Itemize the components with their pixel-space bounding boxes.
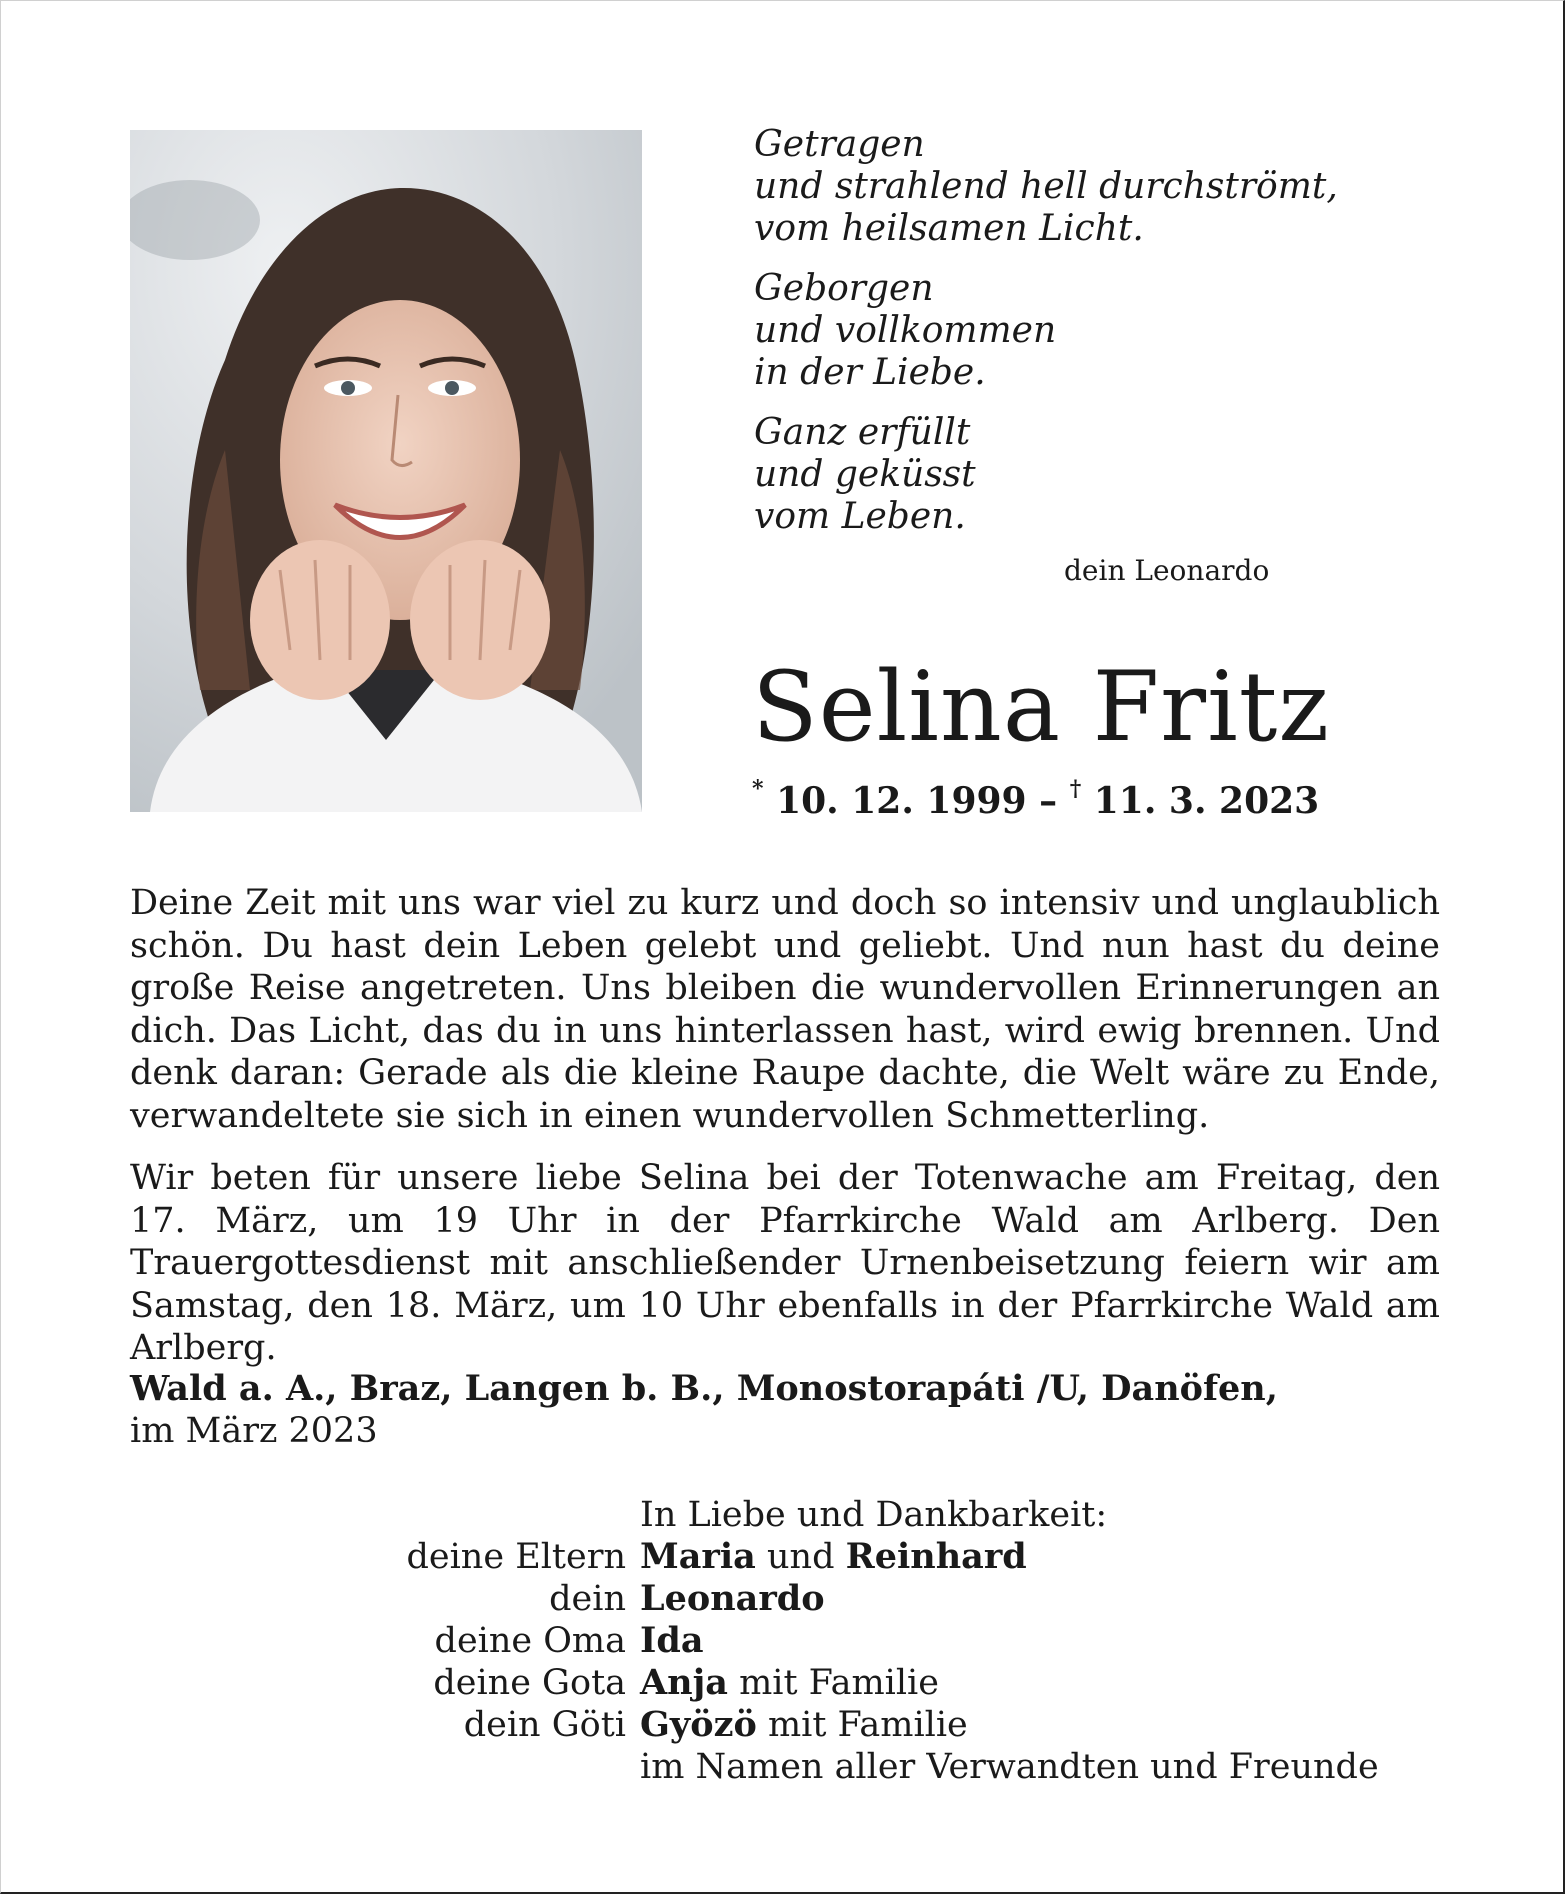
- birth-symbol: *: [752, 776, 764, 802]
- poem-stanza-1: [754, 124, 1474, 250]
- death-symbol: †: [1069, 776, 1082, 802]
- poem-line: vom Leben.: [754, 496, 966, 537]
- mourners-closing: im Namen aller Verwandten und Freunde: [640, 1747, 1379, 1787]
- mourner-row: [300, 1620, 1440, 1662]
- date-dash: –: [1039, 780, 1058, 822]
- poem-line: Ganz erfüllt: [754, 412, 971, 453]
- portrait-illustration: [130, 130, 642, 812]
- mourners-intro-row: [300, 1494, 1440, 1536]
- mourners-intro: In Liebe und Dankbarkeit:: [640, 1495, 1108, 1535]
- mourner-name: Reinhard: [845, 1536, 1027, 1577]
- paragraph-services: Wir beten für unsere liebe Selina bei der Totenwache am Freitag, den 17. März, um 19 Uhr in der Pfarrkirche Wald am Arlberg. Den Trauergottesdienst mit anschließender Urnenbeisetzung feiern wir am Samstag, den 18. März, um 10 Uhr ebenfalls in der Pfarrkirche Wald am Arlberg.: [130, 1158, 1440, 1368]
- poem-line: Geborgen: [754, 268, 934, 309]
- birth-date: 10. 12. 1999: [776, 780, 1027, 822]
- paragraph-tribute: Deine Zeit mit uns war viel zu kurz und doch so intensiv und unglaublich schön. Du hast dein Leben gelebt und geliebt. Und nun hast du deine große Reise angetreten. Uns bleiben die wundervollen Erinnerungen an dich. Das Licht, das du in uns hinterlassen hast, wird ewig brennen. Und denk daran: Gerade als die kleine Raupe dachte, die Welt wäre zu Ende, verwandeltete sie sich in einen wundervollen Schmetterling.: [130, 883, 1440, 1136]
- mourner-name: Gyözö: [640, 1704, 757, 1745]
- mourner-name: Leonardo: [640, 1578, 825, 1619]
- mourners-list: [300, 1494, 1440, 1788]
- mourner-relation: deine Oma: [434, 1621, 626, 1661]
- poem-line: Getragen: [754, 124, 925, 165]
- life-dates: [752, 776, 1320, 822]
- mourner-name: Ida: [640, 1620, 704, 1661]
- poem-signature: dein Leonardo: [1064, 554, 1270, 587]
- poem-line: und vollkommen: [754, 310, 1057, 351]
- death-date: 11. 3. 2023: [1093, 780, 1320, 822]
- mourner-row: [300, 1662, 1440, 1704]
- places-and-date: [130, 1368, 1278, 1452]
- mourner-suffix: mit Familie: [767, 1705, 968, 1745]
- portrait-photo: [130, 130, 642, 812]
- poem: [754, 124, 1474, 556]
- mourner-name: Anja: [640, 1662, 728, 1703]
- mourner-name: Maria: [640, 1536, 756, 1577]
- obituary-text: [130, 882, 1440, 1390]
- notice-date: im März 2023: [130, 1411, 378, 1451]
- mourner-row: [300, 1578, 1440, 1620]
- mourners-closing-row: [300, 1746, 1440, 1788]
- poem-line: und strahlend hell durchströmt,: [754, 166, 1338, 207]
- mourner-relation: dein Göti: [463, 1705, 626, 1745]
- poem-line: vom heilsamen Licht.: [754, 208, 1144, 249]
- mourner-suffix: mit Familie: [739, 1663, 939, 1703]
- poem-line: und geküsst: [754, 454, 976, 495]
- poem-stanza-3: [754, 412, 1474, 538]
- mourner-relation: dein: [549, 1579, 626, 1619]
- poem-line: in der Liebe.: [754, 352, 986, 393]
- mourner-relation: deine Eltern: [406, 1537, 626, 1577]
- deceased-name: Selina Fritz: [752, 651, 1330, 763]
- mourner-row: [300, 1704, 1440, 1746]
- poem-stanza-2: [754, 268, 1474, 394]
- locations: Wald a. A., Braz, Langen b. B., Monostorapáti /U, Danöfen,: [130, 1368, 1278, 1409]
- mourner-row: [300, 1536, 1440, 1578]
- mourner-connector: und: [766, 1537, 835, 1577]
- mourner-relation: deine Gota: [433, 1663, 626, 1703]
